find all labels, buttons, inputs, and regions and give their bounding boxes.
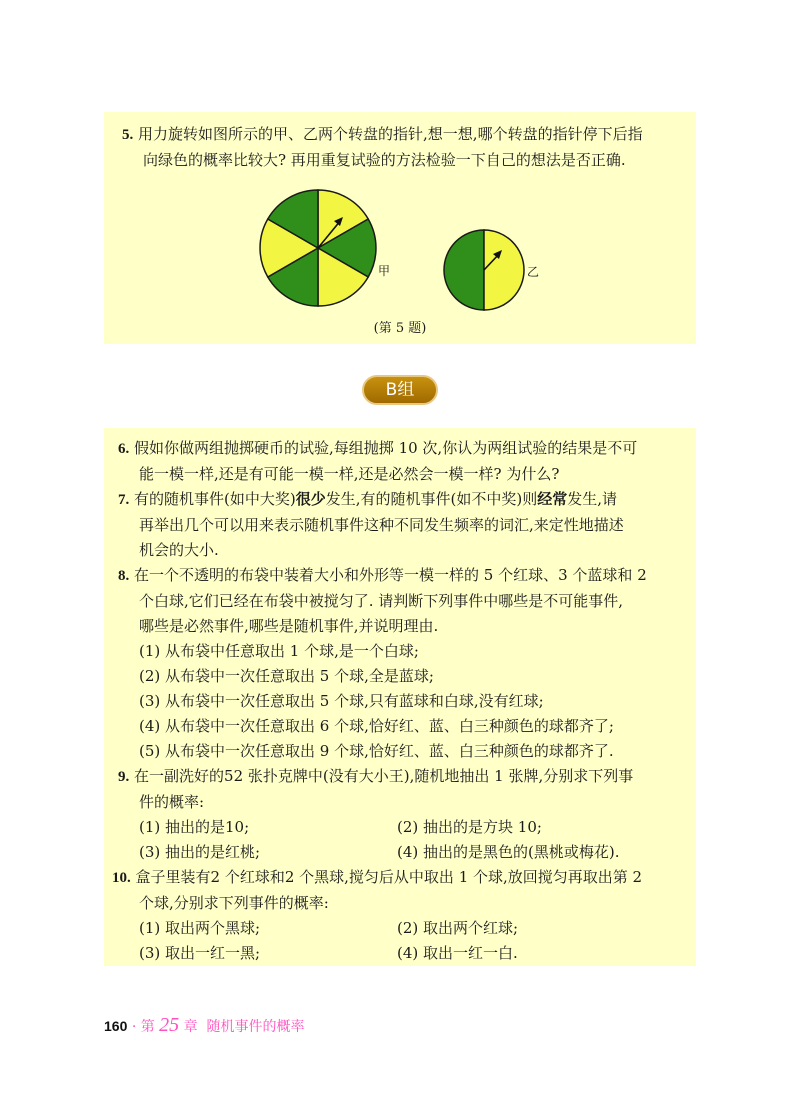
problem-5-panel xyxy=(104,112,696,344)
spinner-jia xyxy=(255,185,385,315)
emphasis-often: 经常 xyxy=(537,490,568,508)
label-yi: 乙 xyxy=(527,265,540,279)
problem-8-item-3: (3) 从布袋中一次任意取出 5 个球,只有蓝球和白球,没有红球; xyxy=(139,692,544,710)
chapter-title: 随机事件的概率 xyxy=(206,1019,305,1035)
problem-9-item-1: (1) 抽出的是10; xyxy=(139,818,250,836)
spinner-yi-yellow-half xyxy=(484,230,524,310)
emphasis-rarely: 很少 xyxy=(295,490,326,508)
problem-10-row-2 xyxy=(118,941,680,966)
problem-9-row-2 xyxy=(118,840,680,865)
problem-7-line-2: 再举出几个可以用来表示随机事件这种不同发生频率的词汇,来定性地描述 xyxy=(139,516,624,534)
problem-10-row-1 xyxy=(118,916,680,941)
problem-number: 10. xyxy=(112,870,131,886)
chapter-suffix: 章 xyxy=(183,1019,198,1035)
problem-10-line-2: 个球,分别求下列事件的概率: xyxy=(139,894,329,912)
footer-dot: · xyxy=(131,1019,137,1035)
spinner-yi xyxy=(440,226,530,316)
figure-caption: (第 5 题) xyxy=(373,321,427,336)
problem-9-item-3: (3) 抽出的是红桃; xyxy=(139,843,261,861)
problem-number: 7. xyxy=(118,492,130,508)
section-b-badge: B组 xyxy=(362,375,438,405)
problem-number: 6. xyxy=(118,441,130,457)
problem-9-line-1: 9. 在一副洗好的52 张扑克牌中(没有大小王),随机地抽出 1 张牌,分别求下列事 xyxy=(118,764,680,790)
problem-5-line-2: 向绿色的概率比较大? 再用重复试验的方法检验一下自己的想法是否正确. xyxy=(143,151,626,169)
problem-5-line-1: 5. 用力旋转如图所示的甲、乙两个转盘的指针,想一想,哪个转盘的指针停下后指 xyxy=(122,122,680,148)
problem-number: 8. xyxy=(118,568,130,584)
problem-number: 9. xyxy=(118,769,130,785)
problem-6-line-2: 能一模一样,还是有可能一模一样,还是必然会一模一样? 为什么? xyxy=(139,465,560,483)
problem-10-item-3: (3) 取出一红一黑; xyxy=(139,944,261,962)
problem-7-line-1: 7. 有的随机事件(如中大奖)很少发生,有的随机事件(如不中奖)则经常发生,请 xyxy=(118,487,680,513)
problem-8-line-1: 8. 在一个不透明的布袋中装着大小和外形等一模一样的 5 个红球、3 个蓝球和 2 xyxy=(118,563,680,589)
problem-10-item-4: (4) 取出一红一白. xyxy=(397,944,518,962)
problem-10-item-1: (1) 取出两个黑球; xyxy=(139,919,261,937)
page-footer xyxy=(104,1014,305,1037)
section-b-panel xyxy=(104,428,696,966)
problem-8-item-2: (2) 从布袋中一次任意取出 5 个球,全是蓝球; xyxy=(139,667,434,685)
problem-8-item-4: (4) 从布袋中一次任意取出 6 个球,恰好红、蓝、白三种颜色的球都齐了; xyxy=(139,717,614,735)
problem-7-line-3: 机会的大小. xyxy=(139,541,219,559)
spinner-yi-green-half xyxy=(444,230,484,310)
page-number: 160 xyxy=(104,1018,128,1034)
problem-8-line-3: 哪些是必然事件,哪些是随机事件,并说明理由. xyxy=(139,617,439,635)
chapter-prefix: 第 xyxy=(140,1019,155,1035)
problem-8-line-2: 个白球,它们已经在布袋中被搅匀了. 请判断下列事件中哪些是不可能事件, xyxy=(139,592,624,610)
chapter-number: 25 xyxy=(159,1014,180,1036)
problem-8-item-1: (1) 从布袋中任意取出 1 个球,是一个白球; xyxy=(139,642,419,660)
problem-number: 5. xyxy=(122,127,134,143)
problem-9-item-2: (2) 抽出的是方块 10; xyxy=(397,818,542,836)
problem-9-line-2: 件的概率: xyxy=(139,793,205,811)
problem-9-row-1 xyxy=(118,815,680,840)
problem-6-line-1: 6. 假如你做两组抛掷硬币的试验,每组抛掷 10 次,你认为两组试验的结果是不可 xyxy=(118,436,680,462)
problem-10-item-2: (2) 取出两个红球; xyxy=(397,919,519,937)
label-jia: 甲 xyxy=(378,264,391,278)
problem-8-item-5: (5) 从布袋中一次任意取出 9 个球,恰好红、蓝、白三种颜色的球都齐了. xyxy=(139,742,614,760)
problem-9-item-4: (4) 抽出的是黑色的(黑桃或梅花). xyxy=(397,843,620,861)
problem-10-line-1: 10. 盒子里装有2 个红球和2 个黑球,搅匀后从中取出 1 个球,放回搅匀再取出第 2 xyxy=(112,865,680,891)
